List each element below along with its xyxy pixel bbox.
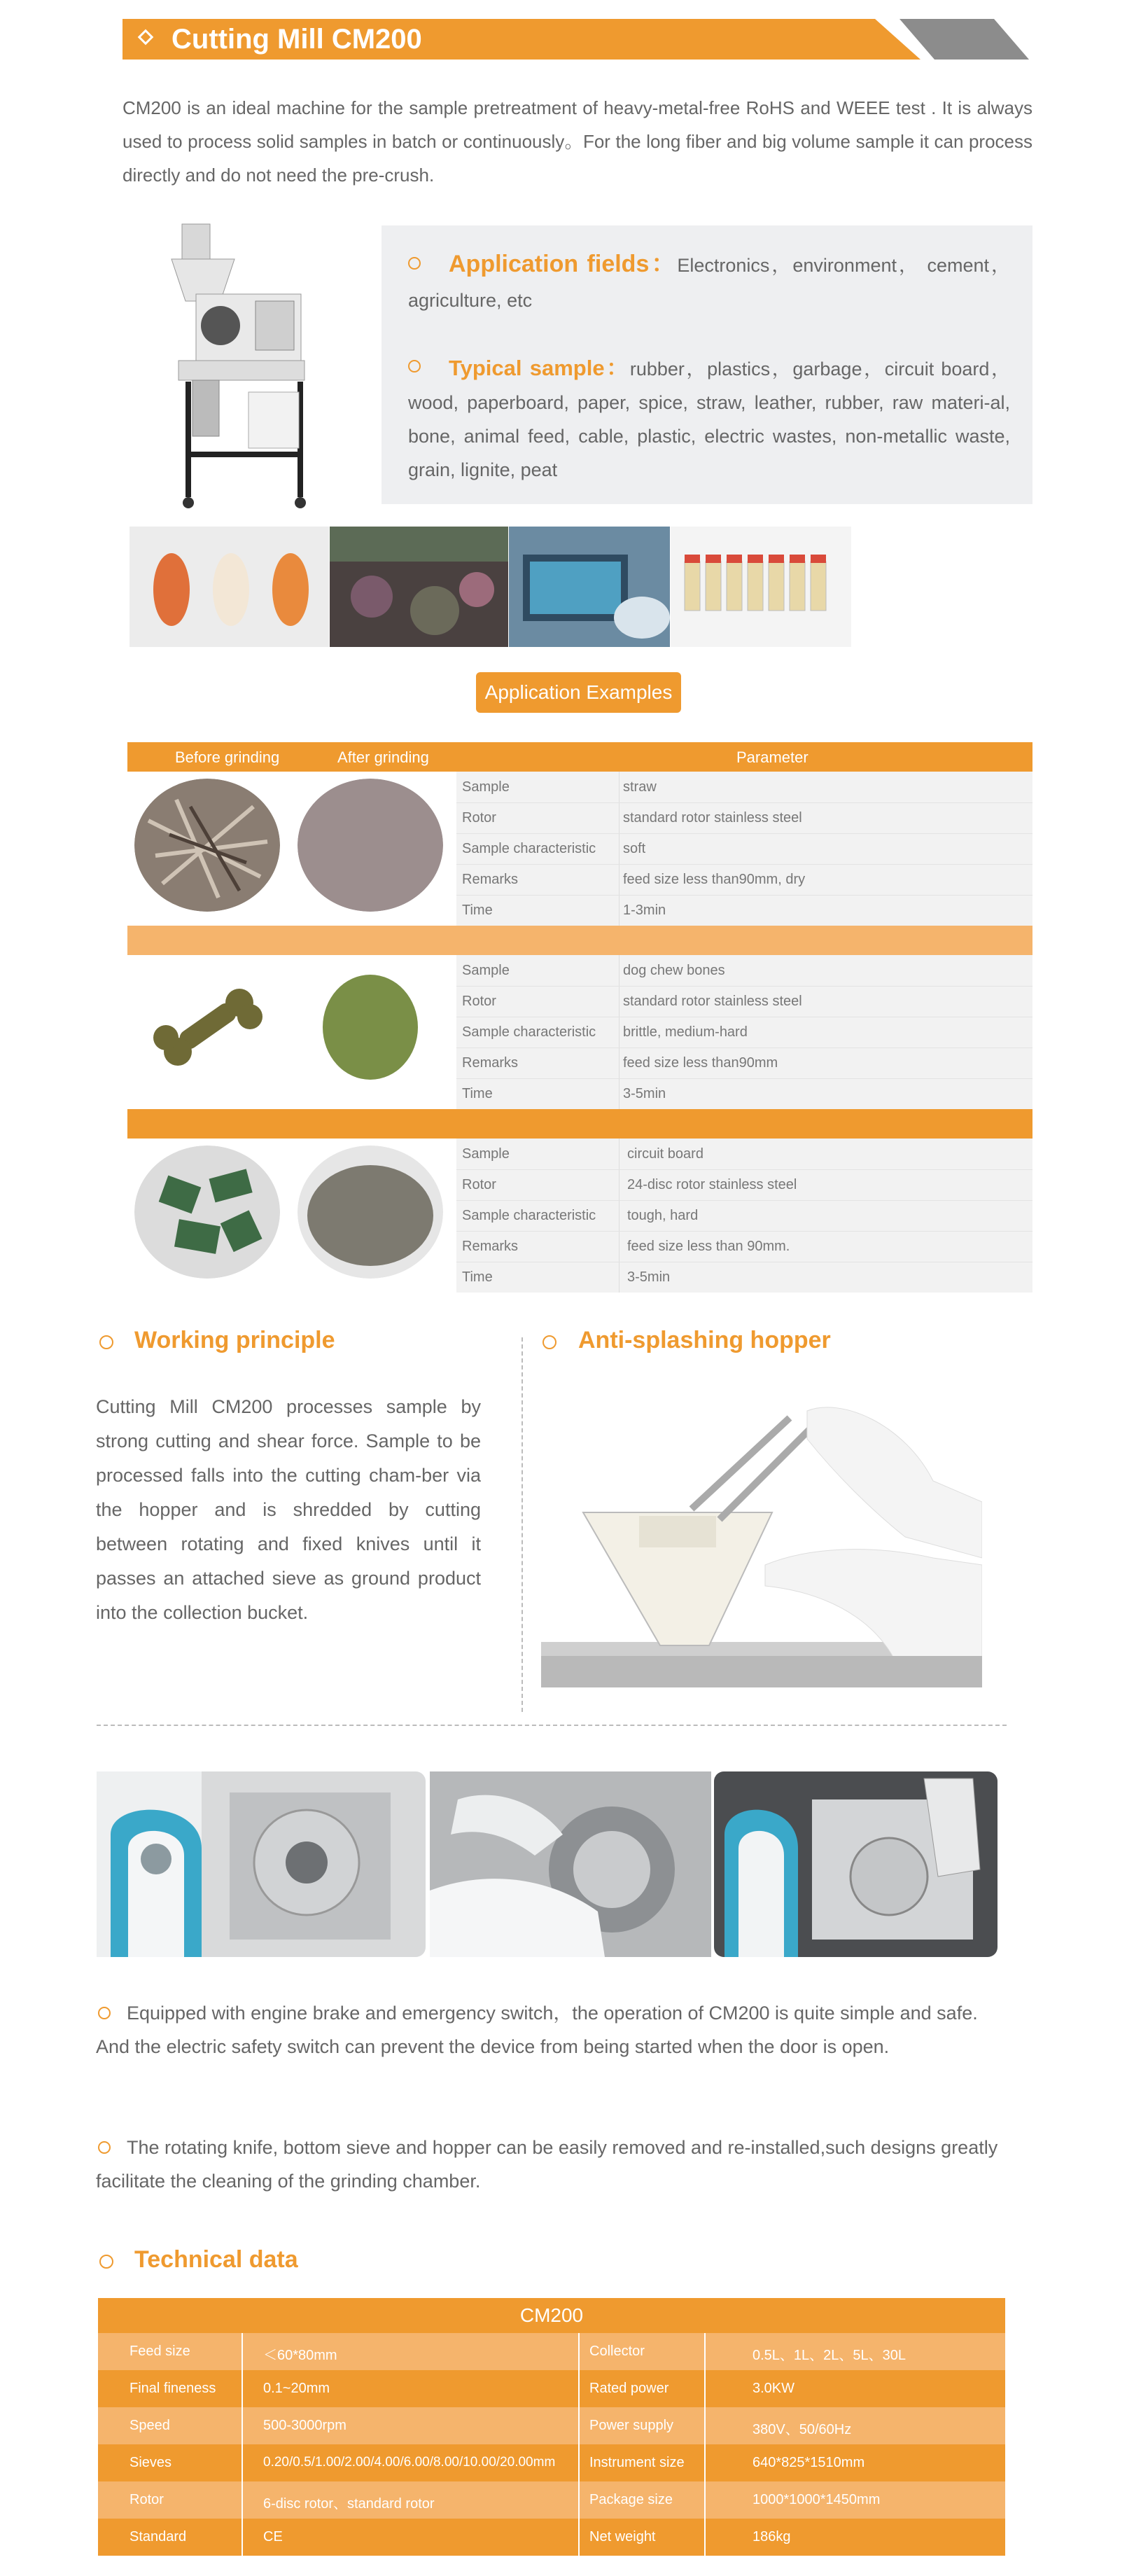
circuit-board-before-image bbox=[134, 1146, 280, 1279]
straw-before-image bbox=[134, 779, 280, 912]
table-row: Sample characteristic brittle, medium-hard bbox=[456, 1017, 1032, 1048]
table-row: Sieves 0.20/0.5/1.00/2.00/4.00/6.00/8.00/10.00/20.00mm Instrument size 640*825*1510mm bbox=[98, 2444, 1005, 2481]
table-row: Feed size ＜60*80mm Collector 0.5L、1L、2L、5L、30L bbox=[98, 2333, 1005, 2370]
application-fields-text: Electronics，environment， cement， agriculture, etc bbox=[408, 255, 1011, 311]
table-row: Time 3-5min bbox=[462, 1086, 666, 1101]
technical-data-title: Technical data bbox=[134, 2246, 298, 2273]
table-row: Rotor standard rotor stainless steel bbox=[456, 802, 1032, 834]
column-divider bbox=[704, 2333, 706, 2556]
hopper-title: Anti-splashing hopper bbox=[578, 1327, 831, 1353]
table-row: Remarks feed size less than90mm, dry bbox=[456, 864, 1032, 896]
application-fields bbox=[408, 246, 1010, 318]
hopper-mounted-photo bbox=[714, 1771, 997, 1957]
params-group-1 bbox=[456, 772, 1032, 926]
table-row: Speed 500-3000rpm Power supply 380V、50/60Hz bbox=[98, 2407, 1005, 2444]
circle-bullet-icon bbox=[99, 2255, 113, 2269]
vertical-divider bbox=[522, 1337, 523, 1712]
application-fields-label: Application fields： bbox=[449, 251, 678, 277]
typical-sample bbox=[408, 351, 1010, 487]
table-row: Rotor standard rotor stainless steel bbox=[456, 986, 1032, 1017]
group-separator bbox=[127, 926, 1032, 955]
table-row: Time 3-5min bbox=[462, 1269, 671, 1285]
horizontal-divider bbox=[97, 1725, 1007, 1726]
table-row: Rotor 24-disc rotor stainless steel bbox=[456, 1169, 1032, 1201]
table-row: Final fineness 0.1~20mm Rated power 3.0KW bbox=[98, 2370, 1005, 2407]
column-divider bbox=[241, 2333, 243, 2556]
typical-sample-label: Typical sample： bbox=[449, 356, 630, 380]
examples-table-header bbox=[127, 742, 1032, 772]
electronic-waste-photo bbox=[330, 527, 508, 647]
params-group-3 bbox=[456, 1139, 1032, 1293]
table-row: Remarks feed size less than90mm bbox=[456, 1047, 1032, 1079]
table-row: Sample dog chew bones bbox=[456, 955, 1032, 987]
grinding-chamber-open-photo bbox=[97, 1771, 426, 1957]
table-row: Standard CE Net weight 186kg bbox=[98, 2519, 1005, 2556]
table-row: Sample characteristic soft bbox=[456, 833, 1032, 865]
dog-chew-bone-before-image bbox=[134, 961, 280, 1094]
header-parameter: Parameter bbox=[736, 749, 808, 766]
header-after-grinding: After grinding bbox=[337, 749, 429, 766]
banner-accent bbox=[899, 19, 1029, 60]
dog-chew-bones-photo bbox=[130, 527, 329, 647]
table-row: Sample circuit board bbox=[456, 1139, 1032, 1170]
header-before-grinding: Before grinding bbox=[175, 749, 280, 766]
circuit-board-after-image bbox=[298, 1146, 443, 1279]
table-row: Time 1-3min bbox=[462, 903, 666, 918]
params-group-2 bbox=[456, 955, 1032, 1109]
laboratory-analysis-photo bbox=[509, 527, 670, 647]
feature-safety-text: Equipped with engine brake and emergency switch，the operation of CM200 is quite simple and safe. And the electric safety switch can prevent the device from being started when the door is open. bbox=[96, 2003, 978, 2057]
circle-bullet-icon bbox=[542, 1335, 556, 1349]
feature-cleaning-text: The rotating knife, bottom sieve and hopper can be easily removed and re-installed,such designs greatly facilitate the cleaning of the grinding chamber. bbox=[96, 2137, 998, 2192]
technical-table-title: CM200 bbox=[98, 2298, 1005, 2333]
sample-vials-photo bbox=[671, 527, 851, 647]
typical-sample-text: rubber，plastics，garbage，circuit board， wood, paperboard, paper, spice, straw, leather, rubber, raw materi-al, bone, animal feed, cable, plastic, electric wastes, non-metallic waste, grain, lignite, peat bbox=[408, 358, 1010, 480]
working-principle-title: Working principle bbox=[134, 1327, 335, 1353]
table-row: Remarks feed size less than 90mm. bbox=[456, 1231, 1032, 1262]
anti-splashing-hopper-image bbox=[541, 1397, 982, 1687]
working-principle-text: Cutting Mill CM200 processes sample by strong cutting and shear force. Sample to be processed falls into the cutting cham-ber via the hopper and is shredded by cutting between rotating and fixed knives until it passes an attached sieve as ground product into the collection bucket. bbox=[96, 1396, 481, 1623]
application-examples-button[interactable]: Application Examples bbox=[476, 672, 681, 713]
column-divider bbox=[578, 2333, 580, 2556]
page-title: Cutting Mill CM200 bbox=[172, 24, 422, 55]
straw-after-image bbox=[298, 779, 443, 912]
circle-bullet-icon bbox=[99, 1335, 113, 1349]
table-row: Sample characteristic tough, hard bbox=[456, 1200, 1032, 1232]
table-row: Rotor 6-disc rotor、standard rotor Package size 1000*1000*1450mm bbox=[98, 2481, 1005, 2519]
cutting-mill-image bbox=[158, 210, 340, 511]
removing-rotor-photo bbox=[430, 1771, 711, 1957]
group-separator bbox=[127, 1109, 1032, 1139]
dog-chew-bone-after-image bbox=[298, 961, 443, 1094]
table-row: Sample straw bbox=[456, 772, 1032, 803]
intro-paragraph: CM200 is an ideal machine for the sample pretreatment of heavy-metal-free RoHS and WEEE test . It is always used to process solid samples in batch or continuously。For the long fiber and big volume sample it can process directly and do not need the pre-crush. bbox=[122, 97, 1032, 186]
